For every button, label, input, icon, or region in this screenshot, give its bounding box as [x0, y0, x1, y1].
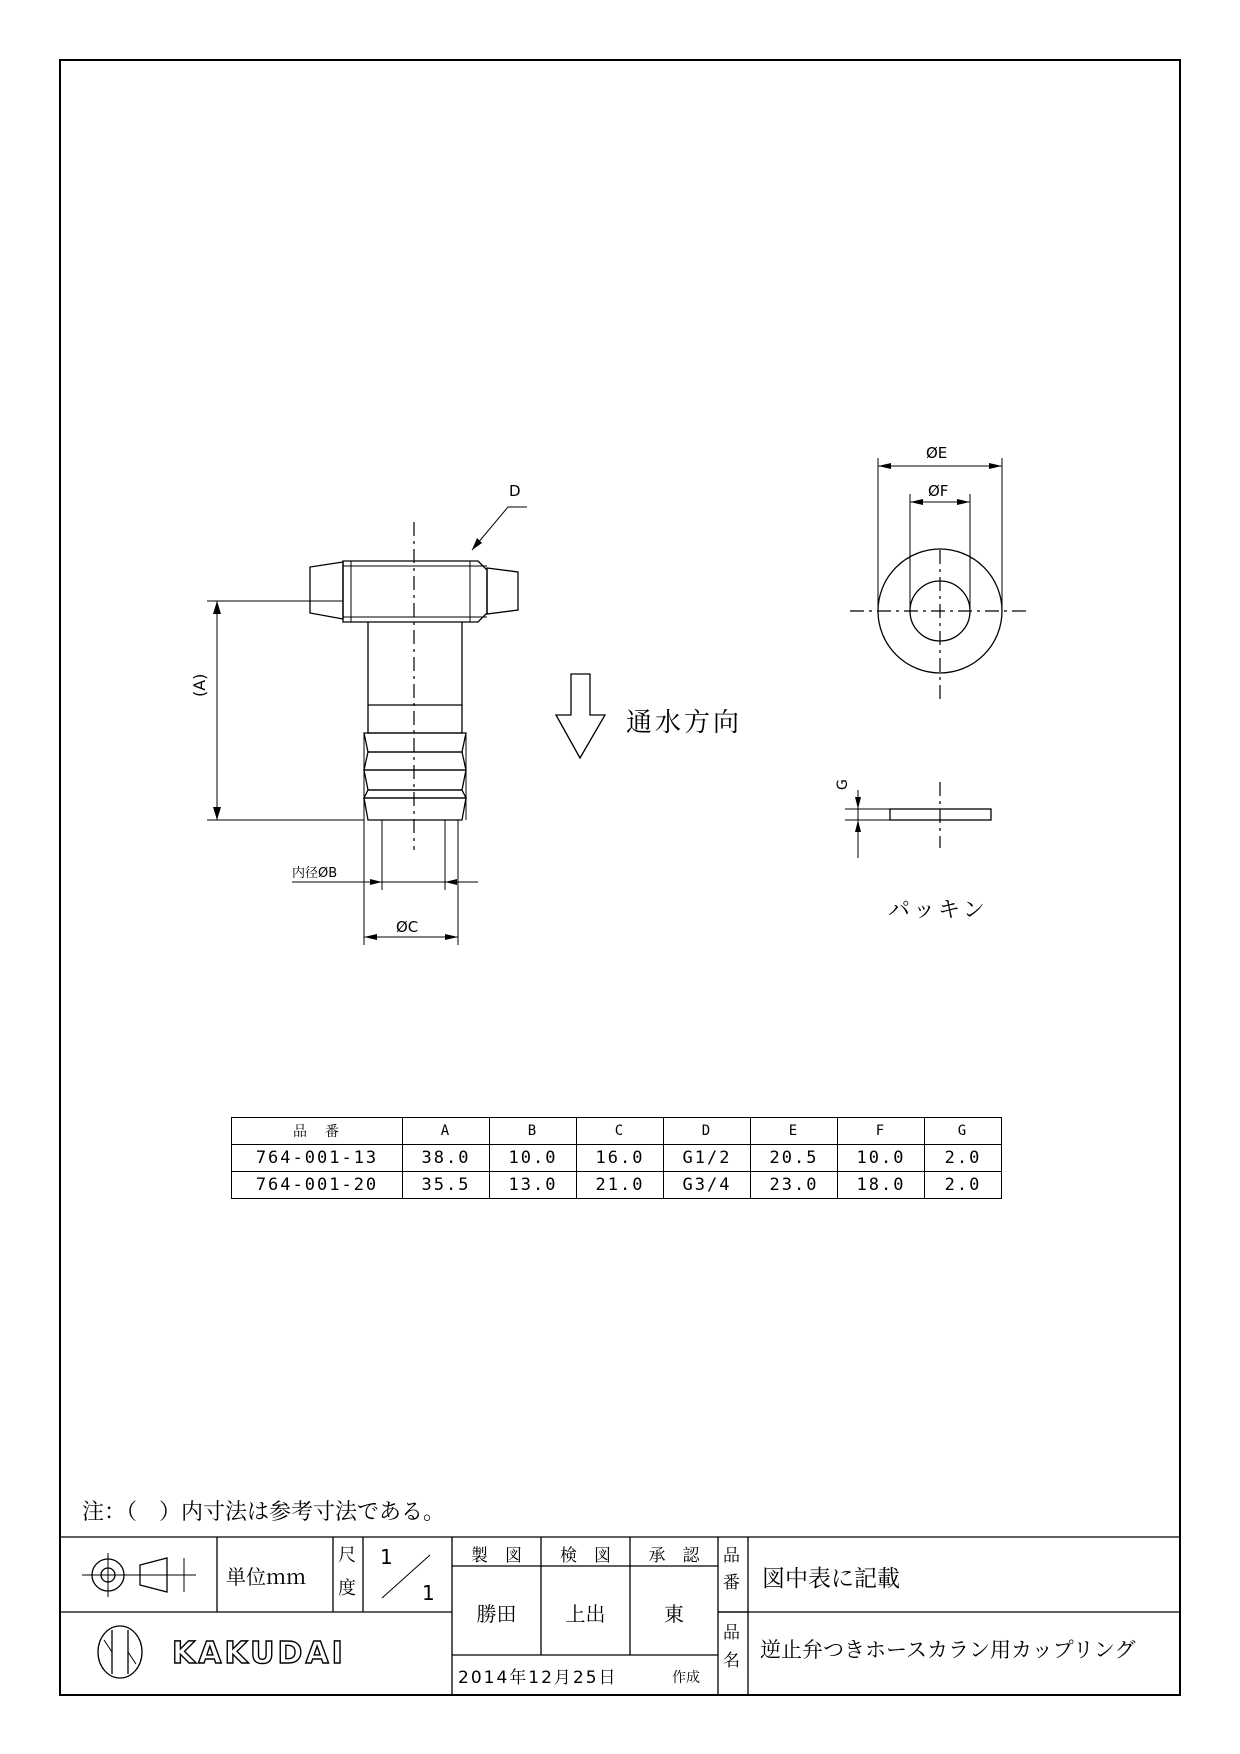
- spec-table-header: [232, 1118, 1002, 1145]
- cell-d: G3/4: [664, 1172, 751, 1199]
- cell-f: 10.0: [838, 1145, 925, 1172]
- drawn-by: 勝田: [476, 1602, 517, 1626]
- drawn-label: 製 図: [471, 1546, 522, 1566]
- company-name: KAKUDAI: [172, 1636, 346, 1671]
- label-a: (A): [190, 673, 209, 697]
- unit-label: 単位ｍｍ: [226, 1565, 306, 1589]
- part-no-label-top: 品: [723, 1546, 740, 1566]
- cell-a: 38.0: [403, 1145, 490, 1172]
- packing-side-view: [845, 782, 991, 858]
- checked-by: 上出: [565, 1602, 606, 1626]
- cell-a: 35.5: [403, 1172, 490, 1199]
- header-part-no: 品 番: [232, 1118, 403, 1145]
- cell-part-no: 764-001-13: [232, 1145, 403, 1172]
- cell-e: 23.0: [751, 1172, 838, 1199]
- approved-label: 承 認: [648, 1546, 700, 1566]
- cell-g: 2.0: [925, 1145, 1002, 1172]
- header-e: E: [751, 1118, 838, 1145]
- part-name-value: 逆止弁つきホースカラン用カップリング: [760, 1638, 1136, 1662]
- cell-d: G1/2: [664, 1145, 751, 1172]
- approved-by: 東: [664, 1602, 684, 1626]
- flow-direction-label: 通水方向: [626, 708, 743, 738]
- checked-label: 検 図: [560, 1546, 611, 1566]
- third-angle-projection-icon: [82, 1553, 196, 1597]
- cell-b: 13.0: [490, 1172, 577, 1199]
- header-a: A: [403, 1118, 490, 1145]
- label-d: D: [509, 482, 521, 500]
- header-g: G: [925, 1118, 1002, 1145]
- scale-numerator: 1: [380, 1545, 393, 1569]
- label-e: ØE: [926, 444, 948, 462]
- part-name-label-top: 品: [723, 1623, 740, 1643]
- header-b: B: [490, 1118, 577, 1145]
- flow-arrow-icon: [556, 674, 605, 758]
- cell-c: 16.0: [577, 1145, 664, 1172]
- cell-c: 21.0: [577, 1172, 664, 1199]
- cell-part-no: 764-001-20: [232, 1172, 403, 1199]
- scale-label-bottom: 度: [338, 1578, 356, 1599]
- cell-g: 2.0: [925, 1172, 1002, 1199]
- header-f: F: [838, 1118, 925, 1145]
- cell-f: 18.0: [838, 1172, 925, 1199]
- date-suffix: 作成: [672, 1670, 700, 1686]
- header-c: C: [577, 1118, 664, 1145]
- date-text: 2014年12月25日: [458, 1668, 618, 1688]
- table-row: [232, 1172, 1002, 1199]
- label-f: ØF: [928, 482, 949, 500]
- packing-label: パッキン: [888, 898, 988, 923]
- kakudai-logo-icon: [98, 1626, 142, 1678]
- scale-label-top: 尺: [338, 1545, 356, 1566]
- header-d: D: [664, 1118, 751, 1145]
- sheet-frame: [60, 60, 1180, 1695]
- label-g: G: [835, 779, 851, 790]
- note-text: 注：（ ）内寸法は参考寸法である。: [82, 1500, 446, 1525]
- part-no-label-bottom: 番: [723, 1573, 740, 1593]
- spec-table: [231, 1117, 1002, 1199]
- cell-e: 20.5: [751, 1145, 838, 1172]
- label-b: 内径ØB: [292, 866, 338, 881]
- cell-b: 10.0: [490, 1145, 577, 1172]
- part-no-value: 図中表に記載: [762, 1566, 900, 1592]
- scale-denominator: 1: [422, 1581, 435, 1605]
- label-c: ØC: [396, 918, 419, 936]
- coupling-side-view: [207, 507, 527, 945]
- part-name-label-bottom: 名: [723, 1651, 740, 1671]
- table-row: [232, 1145, 1002, 1172]
